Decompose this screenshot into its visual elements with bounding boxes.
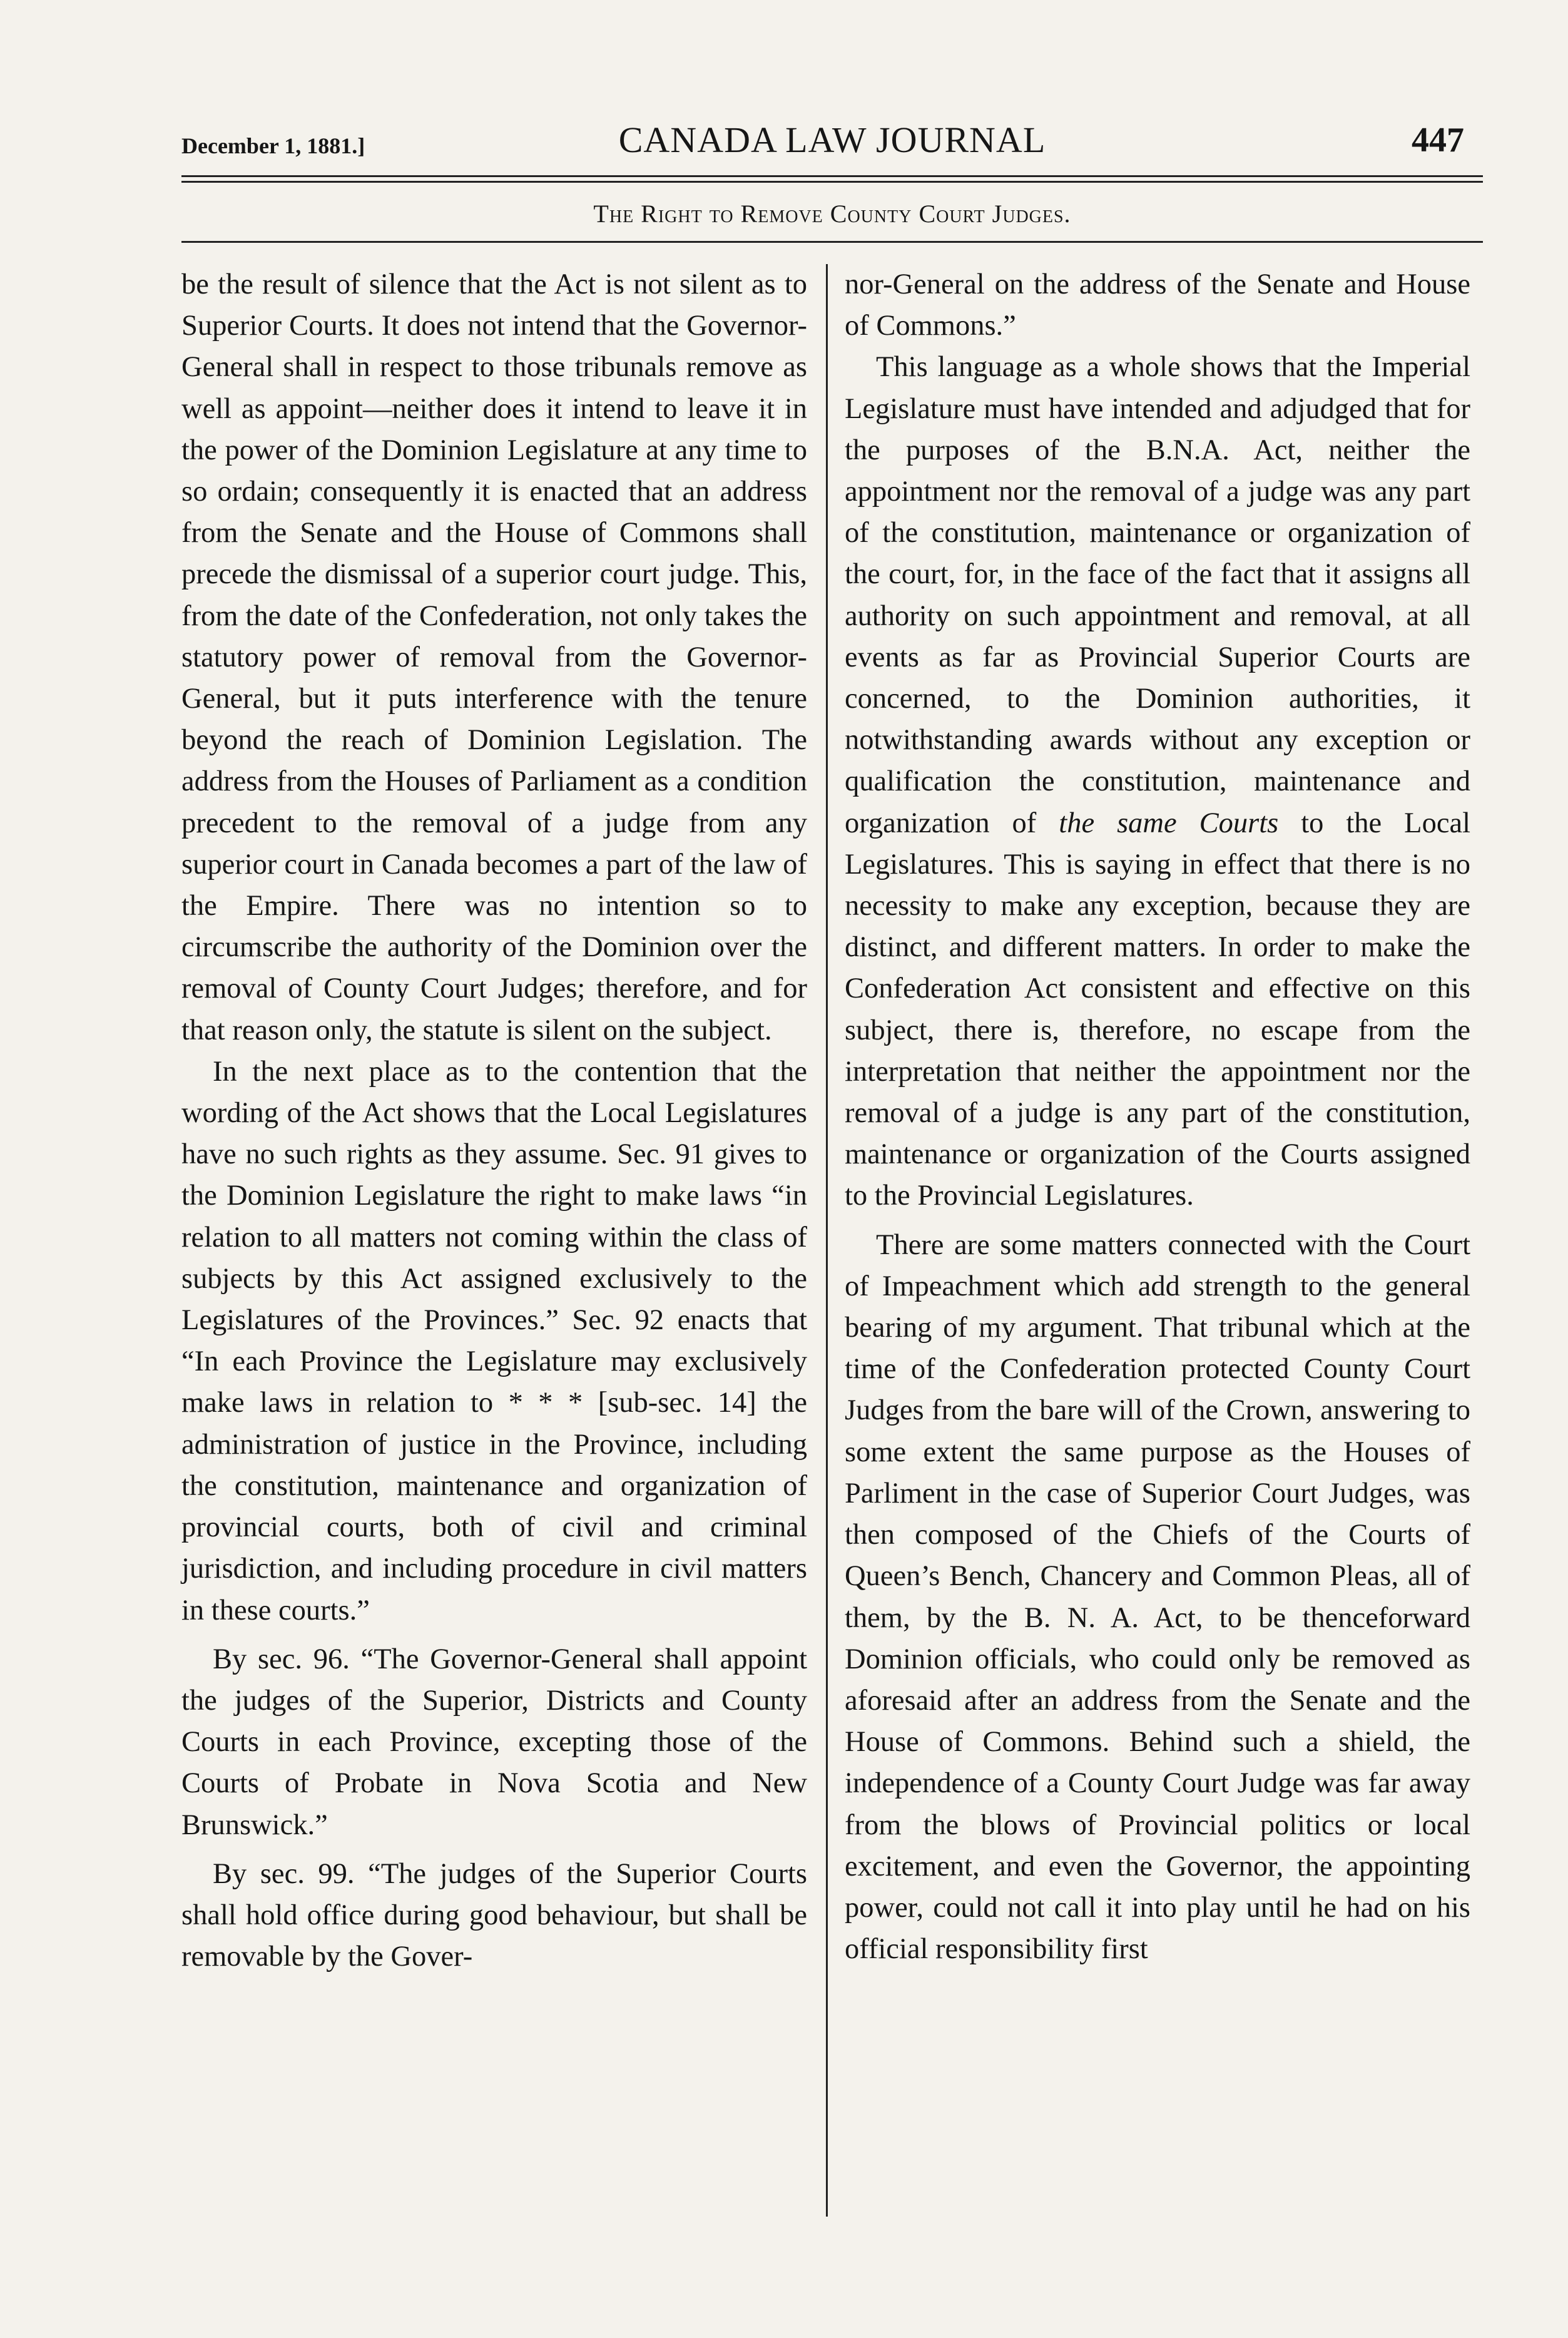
right-paragraph-3: There are some matters connected with the Court of Impeachment which add strength to the general bearing of my argument. That tribunal which at the time of the Confederation protected County Court Judges from the bare will of the Crown, answering to some extent the same purpose as the Houses of Parliment in the case of Superior Court Judges, was then composed of the Chiefs of the Courts of Queen’s Bench, Chancery and Common Pleas, all of them, by the B. N. A. Act, to be thenceforward Dominion officials, who could only be removed as aforesaid after an address from the Senate and the House of Commons. Behind such a shield, the independence of a County Court Judge was far away from the blows of Provincial politics or local excitement, and even the Governor, the appointing power, could not call it into play until he had on his official responsibility first bbox=[845, 1228, 1470, 1966]
left-paragraph-2: In the next place as to the contention that the wording of the Act shows that the Local Legislatures have no such rights as they assume. Sec. 91 gives to the Dominion Legislature the right to make laws “in relation to all matters not coming within the class of subjects by this Act assigned exclusively to the Legislatures of the Provinces.” Sec. 92 enacts that “In each Province the Legislature may exclusively make laws in relation to * * * [sub-sec. 14] the administration of justice in the Province, including the constitution, maintenance and organization of provincial courts, both of civil and criminal jurisdiction, and including procedure in civil matters in these courts.” bbox=[181, 1055, 807, 1626]
right-paragraph-2-start: This language as a whole shows that the Imperial Legislature must have intended and adjudged that for the purposes of the B.N.A. Act, neither the appointment nor the removal of a judge was any part of the constitution, maintenance or organization of the court, for, in the face of the fact that it assigns all authority on such appointment and removal, at all events as far as Provincial Superior Courts are concerned, to the Dominion authorities, it notwithstanding awards without any exception or qualification the constitution, maintenance and organization of bbox=[845, 351, 1470, 839]
journal-title: CANADA LAW JOURNAL bbox=[618, 120, 1046, 160]
running-header bbox=[181, 106, 1483, 175]
right-column bbox=[845, 264, 1470, 1970]
header-double-rule bbox=[181, 175, 1483, 183]
left-paragraph-4: By sec. 99. “The judges of the Superior Courts shall hold office during good behaviour, but shall be removable by the Gover- bbox=[181, 1857, 807, 1973]
subheading-rule bbox=[181, 241, 1483, 243]
page-number: 447 bbox=[1412, 121, 1464, 160]
italic-phrase: the same Courts bbox=[1059, 807, 1279, 839]
article-subheading: The Right to Remove County Court Judges. bbox=[593, 200, 1071, 228]
left-column bbox=[181, 264, 807, 1978]
right-paragraph-2-end: to the Local Legislatures. This is saying in effect that there is no necessity to make any exception, because they are distinct, and different matters. In order to make the Confederation Act consistent and effective on this subject, there is, therefore, no escape from the interpretation that neither the appointment nor the removal of a judge is any part of the constitution, maintenance or organization of the Courts assigned to the Provincial Legislatures. bbox=[845, 807, 1471, 1212]
left-paragraph-1: be the result of silence that the Act is not silent as to Superior Courts. It does not intend that the Governor-General shall in respect to those tribunals remove as well as appoint—neither does it intend to leave it in the power of the Dominion Legislature at any time to so ordain; consequently it is enacted that an address from the Senate and the House of Commons shall precede the dismissal of a superior court judge. This, from the date of the Confederation, not only takes the statutory power of removal from the Governor-General, but it puts interference with the tenure beyond the reach of Dominion Legislation. The address from the Houses of Parliament as a condition precedent to the removal of a judge from any superior court in Canada becomes a part of the law of the Empire. There was no intention so to circumscribe the authority of the Dominion over the removal of County Court Judges; therefore, and for that reason only, the statute is silent on the subject. bbox=[181, 268, 807, 1046]
text-columns bbox=[181, 264, 1483, 2242]
right-paragraph-2 bbox=[845, 347, 1470, 1217]
column-divider bbox=[826, 264, 828, 2217]
left-paragraph-3: By sec. 96. “The Governor-General shall appoint the judges of the Superior, Districts and County Courts in each Province, excepting those of the Courts of Probate in Nova Scotia and New Brunswick.” bbox=[181, 1643, 807, 1841]
issue-date: December 1, 1881.] bbox=[181, 133, 365, 158]
right-paragraph-1: nor-General on the address of the Senate and House of Commons.” bbox=[845, 268, 1470, 342]
journal-page bbox=[181, 106, 1483, 2242]
